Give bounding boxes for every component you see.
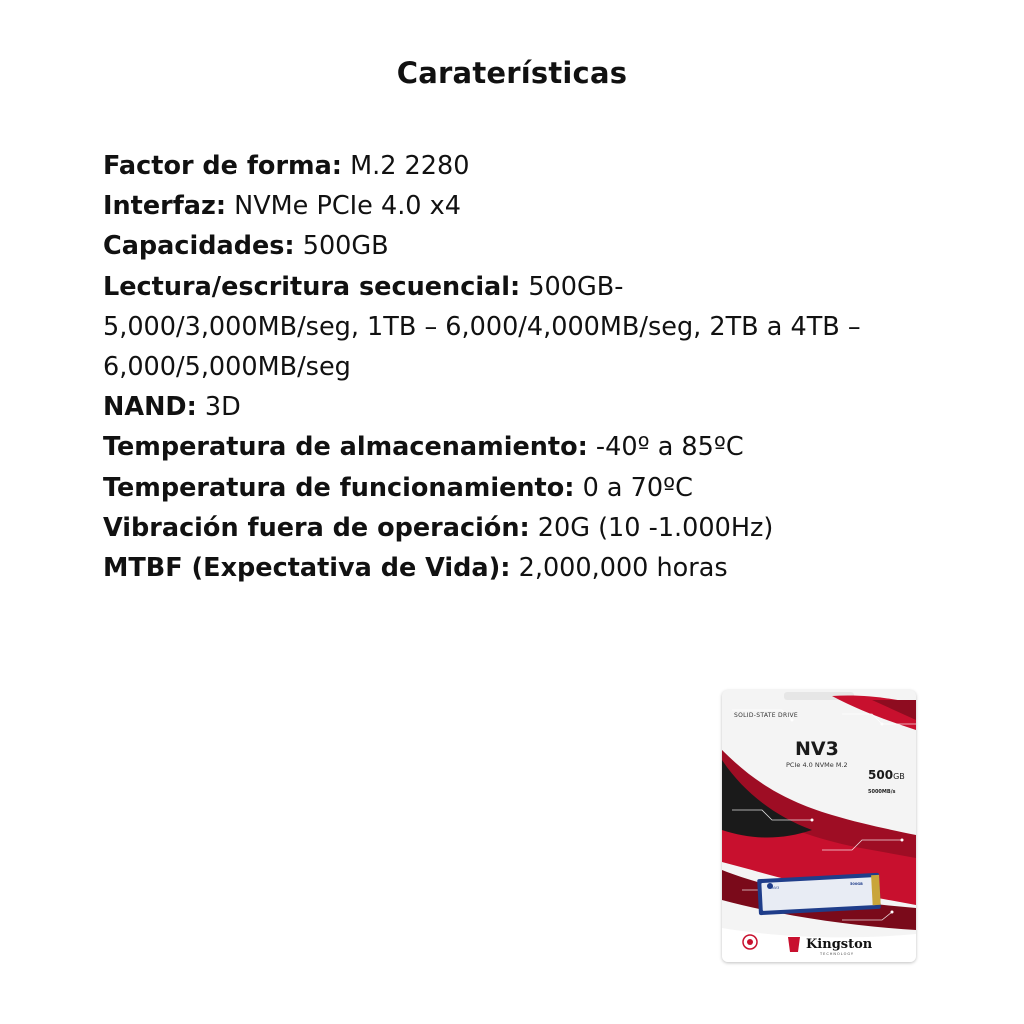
spec-value: 20G (10 -1.000Hz) [537,512,774,543]
spec-row [103,508,933,548]
spec-label: Vibración fuera de operación: [103,512,530,543]
package-drive-type: SOLID-STATE DRIVE [734,712,798,719]
spec-row [103,267,933,307]
package-brand-sub: TECHNOLOGY [820,952,855,956]
package-artwork [722,690,916,962]
spec-label: MTBF (Expectativa de Vida): [103,553,511,584]
spec-row [103,468,933,508]
drive-capacity-label: 500GB [850,882,863,886]
spec-label: Temperatura de funcionamiento: [103,472,575,503]
spec-row [103,226,933,266]
spec-label: Capacidades: [103,231,295,262]
spec-label: Temperatura de almacenamiento: [103,432,588,463]
spec-row [103,387,933,427]
spec-list [103,146,933,588]
spec-label: Interfaz: [103,191,227,222]
package-capacity [868,768,905,782]
spec-value: M.2 2280 [350,151,470,181]
spec-label: NAND: [103,392,197,423]
spec-value: 500GB- [528,271,624,302]
package-brand-logo: Kingston [806,937,873,952]
spec-value: 6,000/5,000MB/seg [103,352,351,383]
spec-value: 2,000,000 horas [518,553,728,584]
spec-value: NVMe PCIe 4.0 x4 [234,191,461,222]
spec-row [103,186,933,226]
spec-row [103,146,933,186]
spec-row-continuation [103,307,933,347]
package-capacity-value: 500 [868,768,894,782]
package-capacity-unit: GB [893,772,905,781]
package-interface: PCIe 4.0 NVMe M.2 [786,761,848,769]
page-title: Caraterísticas [396,56,628,90]
spec-row [103,548,933,588]
spec-label: Factor de forma: [103,151,343,181]
spec-label: Lectura/escritura secuencial: [103,271,521,302]
package-speed: 5000MB/s [868,789,896,795]
spec-value: 500GB [302,231,389,262]
spec-row [103,427,933,467]
spec-value: 0 a 70ºC [582,472,693,503]
drive-model-label: NV3 [772,886,780,890]
spec-row-continuation [103,347,933,387]
spec-value: -40º a 85ºC [595,432,744,463]
spec-value: 3D [204,392,241,423]
product-package-image [722,690,916,962]
spec-value: 5,000/3,000MB/seg, 1TB – 6,000/4,000MB/seg, 2TB a 4TB – [103,311,861,342]
package-model: NV3 [795,738,839,760]
